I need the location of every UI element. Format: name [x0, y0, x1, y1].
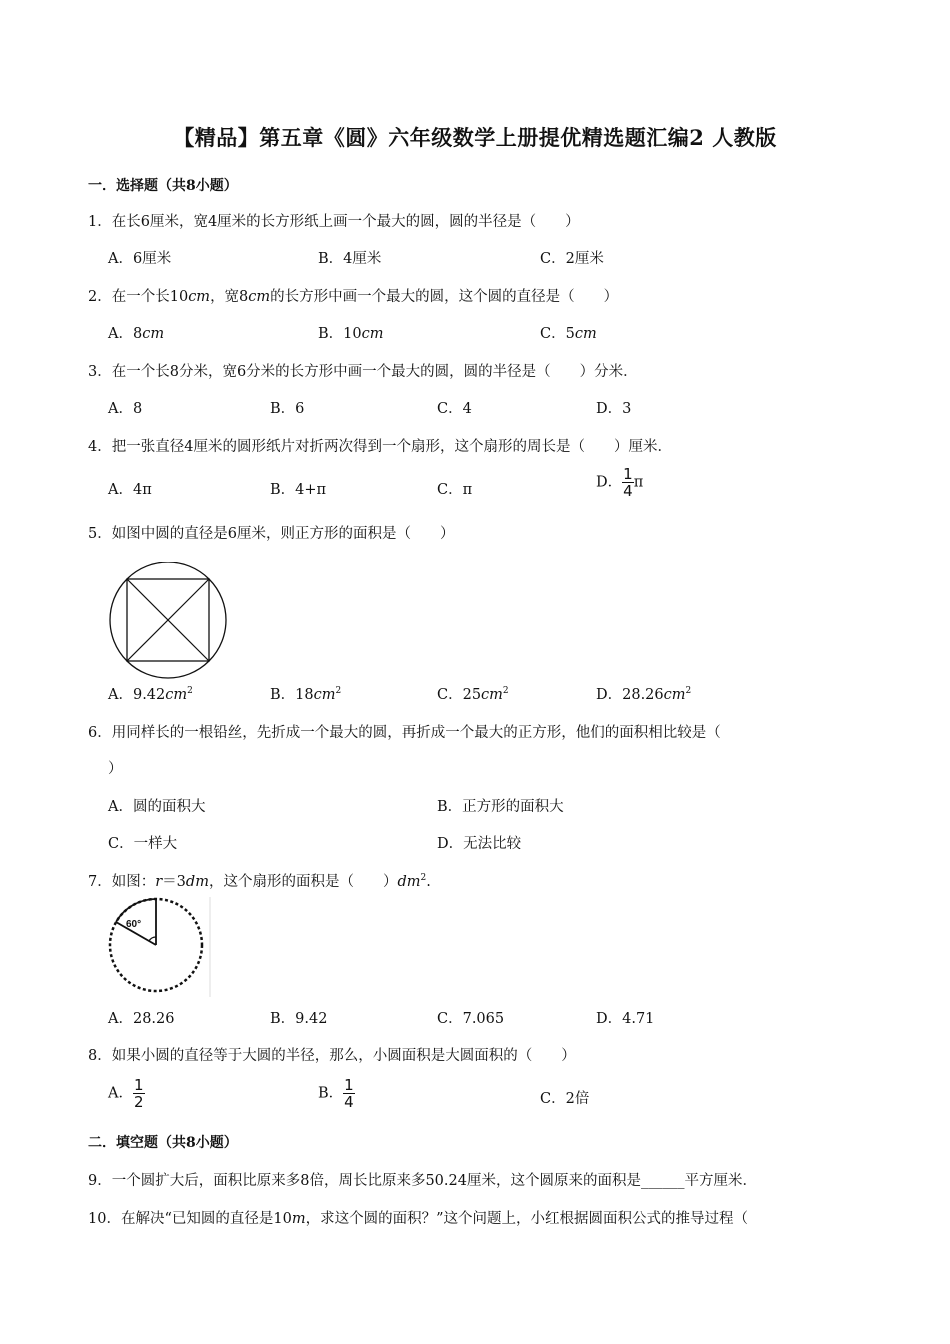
q6-option-a: A．圆的面积大 [108, 799, 206, 815]
q1-option-b: B．4厘米 [318, 251, 382, 267]
question-9: 9．一个圆扩大后，面积比原来多8倍，周长比原来多50.24厘米，这个圆原来的面积是______平方厘米． [88, 1173, 757, 1189]
q4-option-c: C．π [437, 482, 473, 498]
q4-option-a: A．4π [108, 482, 152, 498]
q4-option-d: D． $\frac{1}{4}$ π [596, 465, 644, 500]
q2-option-a: A．8cm [108, 326, 165, 342]
circle-inscribed-square-figure [104, 562, 232, 680]
q5-option-c: C．$25cm^2$ [437, 686, 509, 703]
q3-option-b: B．6 [270, 401, 305, 417]
q6-option-c: C．一样大 [108, 836, 178, 852]
fraction-one-quarter: $\frac{1}{4}$ [344, 1076, 354, 1111]
q2-option-c: C．5cm [540, 326, 597, 342]
q7-option-b: B．9.42 [270, 1011, 328, 1027]
q5-option-b: B．$18cm^2$ [270, 686, 342, 703]
question-3: 3．在一个长8分米，宽6分米的长方形中画一个最大的圆，圆的半径是（ ）分米． [88, 364, 638, 380]
sector-angle-label: 60° [126, 919, 142, 930]
q1-option-a: A．6厘米 [108, 251, 172, 267]
question-1: 1．在长6厘米，宽4厘米的长方形纸上画一个最大的圆，圆的半径是（ ） [88, 214, 580, 230]
q7-option-a: A．28.26 [108, 1011, 175, 1027]
question-6: 6．用同样长的一根铅丝，先折成一个最大的圆，再折成一个最大的正方形，他们的面积相比较是（ [88, 725, 721, 741]
q7-option-d: D．4.71 [596, 1011, 655, 1027]
question-8: 8．如果小圆的直径等于大圆的半径，那么，小圆面积是大圆面积的（ ） [88, 1048, 576, 1064]
q7-option-c: C．7.065 [437, 1011, 505, 1027]
question-10: 10．在解决“已知圆的直径是10m，求这个圆的面积？”这个问题上，小红根据圆面积公式的推导过程（ [88, 1211, 748, 1227]
question-5: 5．如图中圆的直径是6厘米，则正方形的面积是（ ） [88, 526, 455, 542]
question-4: 4．把一张直径4厘米的圆形纸片对折两次得到一个扇形，这个扇形的周长是（ ）厘米． [88, 439, 672, 455]
question-2: 2．在一个长10cm，宽8cm的长方形中画一个最大的圆，这个圆的直径是（ ） [88, 289, 619, 305]
q1-option-c: C．2厘米 [540, 251, 604, 267]
q3-option-d: D．3 [596, 401, 632, 417]
q6-option-b: B．正方形的面积大 [437, 799, 564, 815]
q3-option-a: A．8 [108, 401, 143, 417]
q5-option-a: A．$9.42cm^2$ [108, 686, 193, 703]
fraction-one-half: $\frac{1}{2}$ [133, 1076, 144, 1111]
q3-option-c: C．4 [437, 401, 472, 417]
section-heading-choice: 一．选择题（共8小题） [88, 178, 238, 194]
page-title: 【精品】第五章《圆》六年级数学上册提优精选题汇编2 人教版 [173, 125, 777, 150]
q6-option-d: D．无法比较 [437, 836, 522, 852]
answer-blank[interactable]: ______ [640, 1173, 685, 1189]
q2-option-b: B．10cm [318, 326, 384, 342]
question-7: 7．如图：r＝3dm，这个扇形的面积是（ ）$dm^2$. [88, 873, 431, 890]
q5-option-d: D．$28.26cm^2$ [596, 686, 692, 703]
q8-option-b: B． $\frac{1}{4}$ [318, 1076, 354, 1111]
q4-option-b: B．4+π [270, 482, 327, 498]
q8-option-a: A． $\frac{1}{2}$ [108, 1076, 144, 1111]
fraction-one-quarter: $\frac{1}{4}$ [623, 465, 633, 500]
question-6-continued: ） [108, 761, 123, 777]
sector-figure [104, 897, 212, 999]
q8-option-c: C．2倍 [540, 1091, 590, 1107]
section-heading-fill: 二．填空题（共8小题） [88, 1135, 238, 1151]
